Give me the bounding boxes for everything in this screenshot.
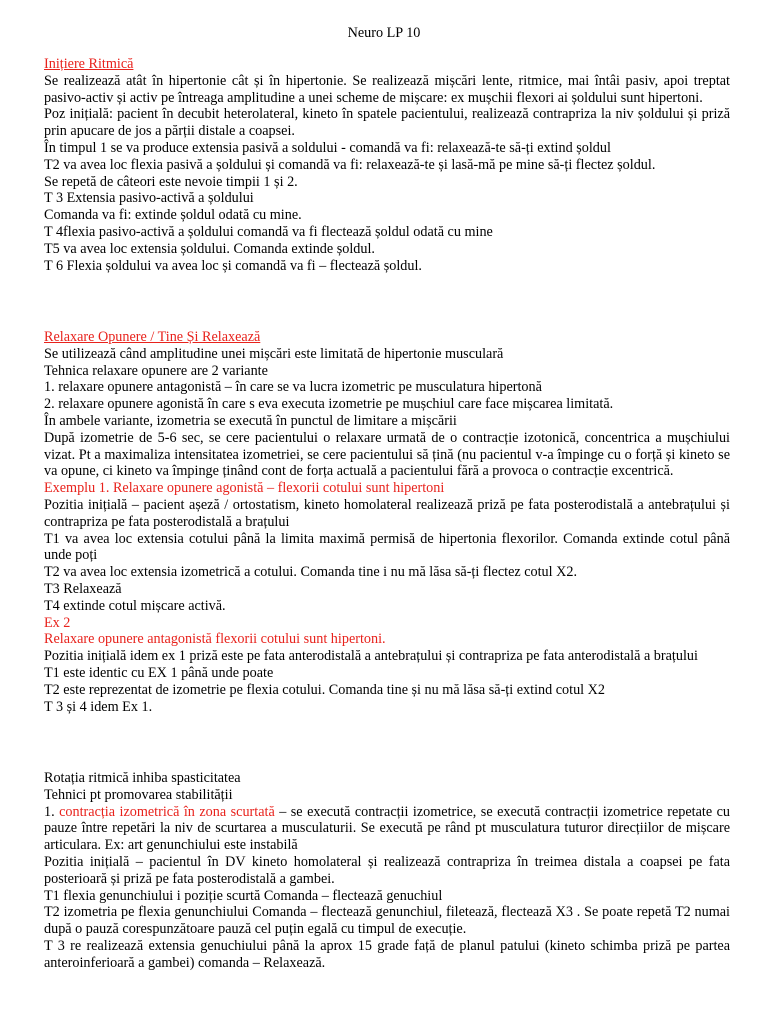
paragraph: T1 este identic cu EX 1 până unde poate xyxy=(44,664,274,681)
paragraph: T2 izometria pe flexia genunchiului Comanda – flectează genunchiul, filetează, flectează X3 . Se poate repetă T2 numai după o pauză corespunzătoare pauză cel puțin egală cu timpul de execuție. xyxy=(44,904,730,938)
example-heading: Ex 2 xyxy=(44,614,71,631)
paragraph: T5 va avea loc extensia șoldului. Comanda extinde șoldul. xyxy=(44,240,375,257)
paragraph: În timpul 1 se va produce extensia pasivă a soldului - comandă va fi: relaxează-te să-ți extind șoldul xyxy=(44,139,611,156)
paragraph: T 3 Extensia pasivo-activă a șoldului xyxy=(44,190,254,207)
paragraph: T1 va avea loc extensia cotului până la limita maximă permisă de hipertonia flexorilor. Comanda extinde cotul până unde poți xyxy=(44,530,730,564)
paragraph: Tehnici pt promovarea stabilității xyxy=(44,786,233,803)
paragraph: T 4flexia pasivo-activă a șoldului comandă va fi flectează șoldul odată cu mine xyxy=(44,223,493,240)
paragraph: Se utilizează când amplitudine unei mișcări este limitată de hipertonie musculară xyxy=(44,345,504,362)
paragraph: Se repetă de câteori este nevoie timpii 1 și 2. xyxy=(44,173,298,190)
paragraph: Poz inițială: pacient în decubit heterolateral, kineto în spatele pacientului, realizează contrapriza la niv șoldului și priză prin apucare de jos a părții distale a coapsei. xyxy=(44,106,730,140)
paragraph: Tehnica relaxare opunere are 2 variante xyxy=(44,362,268,379)
section-initiere-ritmica xyxy=(44,56,730,274)
paragraph: Pozitia inițială idem ex 1 priză este pe fata anterodistală a antebrațului și contrapriza pe fata anterodistală a brațului xyxy=(44,648,698,665)
paragraph: T 6 Flexia șoldului va avea loc și comandă va fi – flectează șoldul. xyxy=(44,257,422,274)
paragraph: Comanda va fi: extinde șoldul odată cu mine. xyxy=(44,207,302,224)
section-heading: Inițiere Ritmică xyxy=(44,56,134,72)
paragraph: T2 va avea loc flexia pasivă a șoldului și comandă va fi: relaxează-te și lasă-mă pe mine să-ți flectez șoldul. xyxy=(44,156,656,173)
paragraph: În ambele variante, izometria se execută în punctul de limitare a mișcării xyxy=(44,412,457,429)
paragraph: T 3 re realizează extensia genuchiului până la aprox 15 grade față de planul patului (kineto schimba priză pe partea anteroinferioară a gambei) comanda – Relaxează. xyxy=(44,937,730,971)
paragraph: Se realizează atât în hipertonie cât și în hipertonie. Se realizează mișcări lente, ritmice, mai întâi pasiv, apoi treptat pasivo-activ și activ pe întreaga amplitudine a unei scheme de mișcare: ex mușchii flexori ai șoldului sunt hipertoni. xyxy=(44,72,730,106)
paragraph: T4 extinde cotul mișcare activă. xyxy=(44,597,226,614)
paragraph: După izometrie de 5-6 sec, se cere pacientului o relaxare urmată de o contracție izotonică, concentrica a mușchiului vizat. Pt a maximaliza intensitatea izometriei, se cere pacientului să țină (nu pacientul v-a împinge cu o forță și kineto se va opune, ci kineto va împinge ținând cont de forța actuală a pacientului fără a provoca o contracție excentrică. xyxy=(44,429,730,480)
item-number: 1. xyxy=(44,803,60,820)
paragraph: Pozitia inițială – pacientul în DV kineto homolateral și realizează contrapriza în treimea distala a coapsei pe fata posterioară și priză pe fata posterodistală a gambei. xyxy=(44,853,730,887)
section-heading: Relaxare Opunere / Tine Și Relaxează xyxy=(44,329,261,345)
list-item xyxy=(44,804,730,854)
paragraph: 1. relaxare opunere antagonistă – în care se va lucra izometric pe musculatura hipertonă xyxy=(44,379,542,396)
paragraph: T2 va avea loc extensia izometrică a cotului. Comanda tine i nu mă lăsa să-ți flectez cotul X2. xyxy=(44,564,578,581)
section-relaxare-opunere xyxy=(44,329,730,715)
paragraph: T1 flexia genunchiului i poziție scurtă Comanda – flectează genuchiul xyxy=(44,887,443,904)
paragraph: 2. relaxare opunere agonistă în care s eva executa izometrie pe mușchiul care face mișcarea limitată. xyxy=(44,396,614,413)
document-title: Neuro LP 10 xyxy=(347,25,421,41)
example-subheading: Relaxare opunere antagonistă flexorii cotului sunt hipertoni. xyxy=(44,631,386,648)
highlighted-term: contracția izometrică în zona scurtată xyxy=(59,803,275,820)
paragraph: Pozitia inițială – pacient așeză / ortostatism, kineto homolateral realizează priză pe fata posterodistală a antebrațului și contrapriza pe fata posterodistală a brațului xyxy=(44,496,730,530)
paragraph: T2 este reprezentat de izometrie pe flexia cotului. Comanda tine și nu mă lăsa să-ți extind cotul X2 xyxy=(44,681,606,698)
section-rotatia-ritmica xyxy=(44,770,730,972)
paragraph: T3 Relaxează xyxy=(44,580,122,597)
item-text: – se execută contracții izometrice, se execută contracții izometrice repetate cu pauze între repetări la niv de scurtarea a musculaturii. Se execută pe rând pt musculatura tuturor direcțiilor de mișcare articulara. Ex: art genunchiului este instabilă xyxy=(44,803,731,854)
paragraph: Rotația ritmică inhiba spasticitatea xyxy=(44,770,241,786)
paragraph: T 3 și 4 idem Ex 1. xyxy=(44,698,153,715)
example-heading: Exemplu 1. Relaxare opunere agonistă – flexorii cotului sunt hipertoni xyxy=(44,480,445,497)
